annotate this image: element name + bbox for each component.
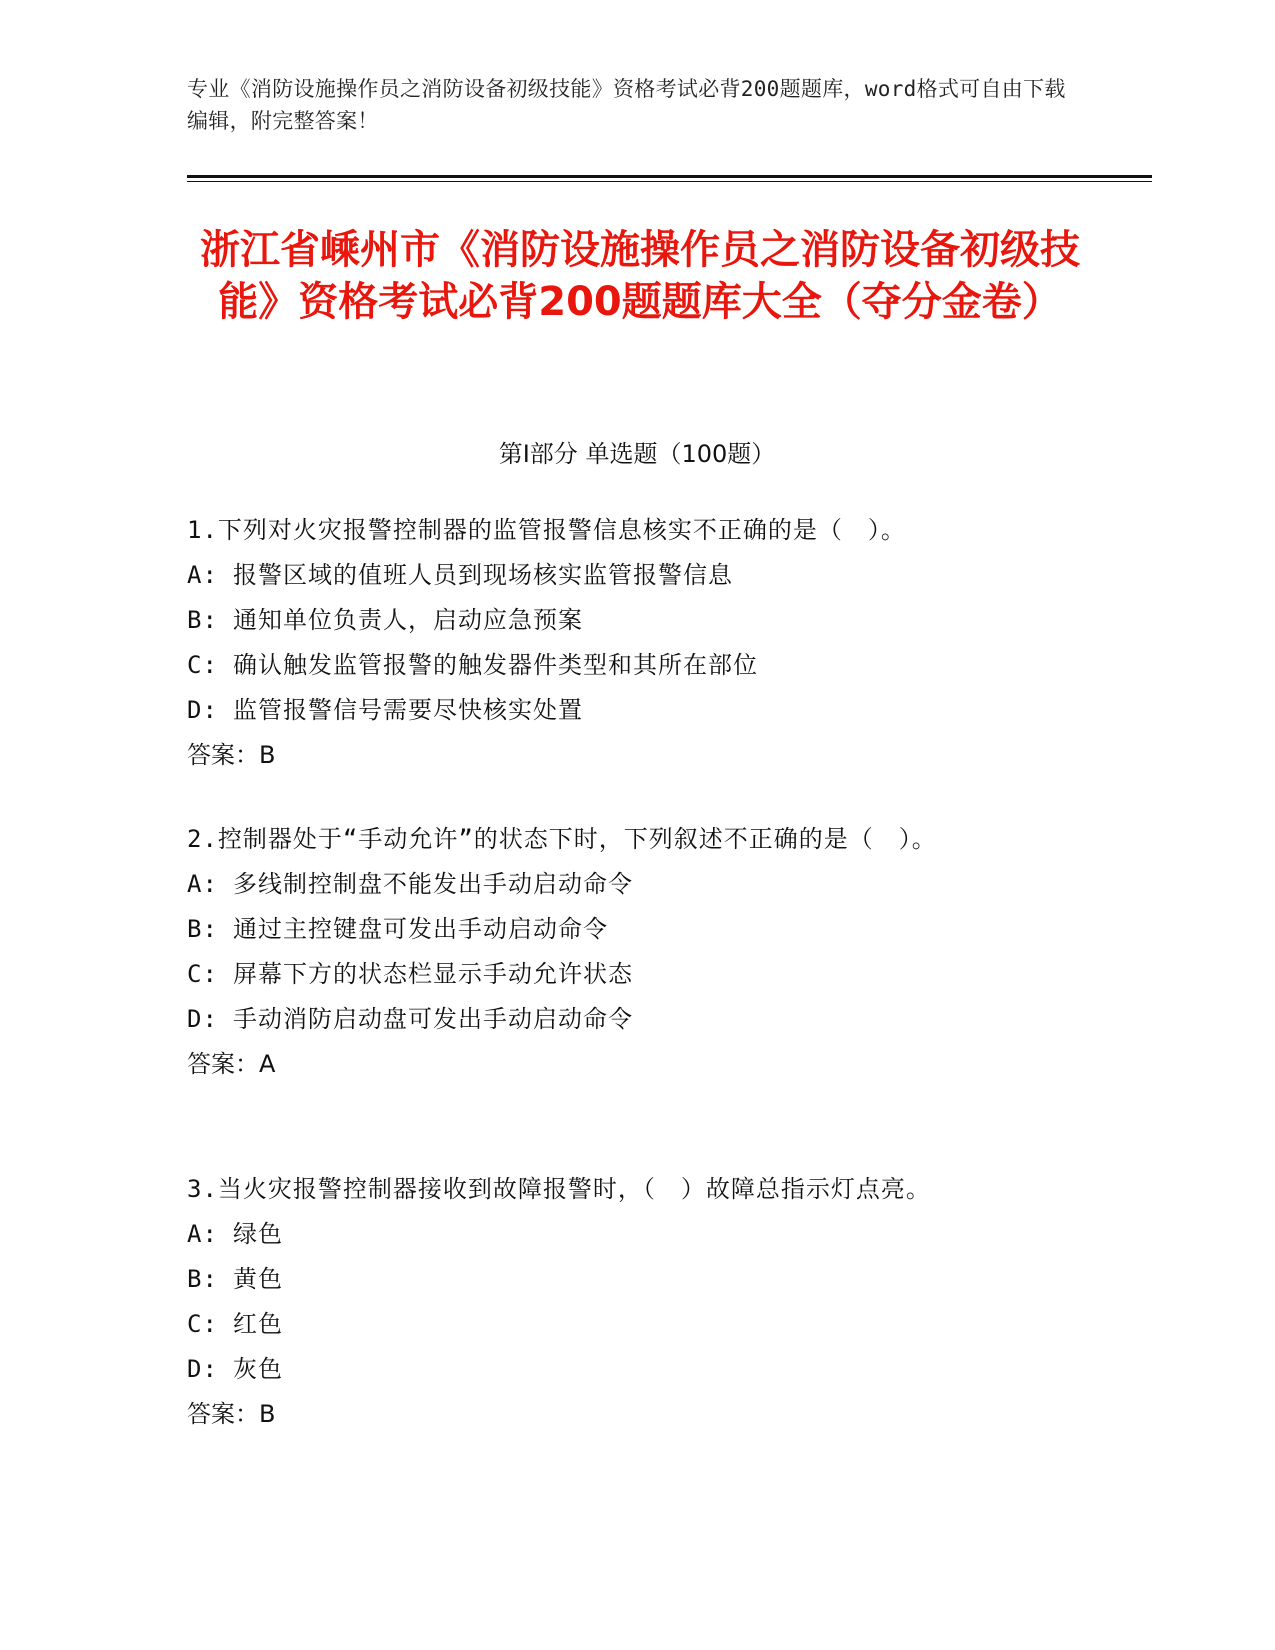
option-letter: D: — [187, 1005, 218, 1033]
option-text: 黄色 — [233, 1265, 283, 1293]
option-letter: C: — [187, 651, 218, 679]
option-letter: D: — [187, 1355, 218, 1383]
option-text: 红色 — [233, 1310, 283, 1338]
option-letter: A: — [187, 1220, 218, 1248]
option-d — [187, 997, 1087, 1042]
header-rule-thick — [187, 175, 1152, 178]
option-text: 多线制控制盘不能发出手动启动命令 — [233, 870, 633, 898]
option-text: 绿色 — [233, 1220, 283, 1248]
option-letter: B: — [187, 915, 218, 943]
option-text: 确认触发监管报警的触发器件类型和其所在部位 — [233, 651, 758, 679]
question-1 — [187, 508, 1087, 778]
header-rule-thin — [187, 181, 1152, 182]
option-letter: A: — [187, 561, 218, 589]
option-text: 通过主控键盘可发出手动启动命令 — [233, 915, 608, 943]
question-stem: 2.控制器处于“手动允许”的状态下时，下列叙述不正确的是（ ）。 — [187, 825, 937, 853]
question-stem: 1.下列对火灾报警控制器的监管报警信息核实不正确的是（ ）。 — [187, 516, 906, 544]
option-a — [187, 553, 1087, 598]
option-b — [187, 1257, 1087, 1302]
option-letter: A: — [187, 870, 218, 898]
option-d — [187, 688, 1087, 733]
option-text: 监管报警信号需要尽快核实处置 — [233, 696, 583, 724]
option-c — [187, 952, 1087, 997]
option-letter: C: — [187, 1310, 218, 1338]
option-letter: B: — [187, 606, 218, 634]
question-2 — [187, 817, 1087, 1087]
option-text: 屏幕下方的状态栏显示手动允许状态 — [233, 960, 633, 988]
option-a — [187, 862, 1087, 907]
question-stem: 3.当火灾报警控制器接收到故障报警时，（ ）故障总指示灯点亮。 — [187, 1175, 931, 1203]
header-note: 专业《消防设施操作员之消防设备初级技能》资格考试必背200题题库，word格式可自由下载编辑，附完整答案！ — [187, 77, 1066, 133]
option-c — [187, 1302, 1087, 1347]
option-b — [187, 907, 1087, 952]
option-letter: B: — [187, 1265, 218, 1293]
section-title: 第I部分 单选题（100题） — [498, 440, 776, 468]
option-d — [187, 1347, 1087, 1392]
option-b — [187, 598, 1087, 643]
option-c — [187, 643, 1087, 688]
answer: 答案：B — [187, 1400, 276, 1428]
answer: 答案：A — [187, 1050, 276, 1078]
option-text: 报警区域的值班人员到现场核实监管报警信息 — [233, 561, 733, 589]
option-text: 通知单位负责人，启动应急预案 — [233, 606, 583, 634]
document-title: 浙江省嵊州市《消防设施操作员之消防设备初级技能》资格考试必背200题题库大全（夺分金卷） — [200, 227, 1080, 325]
answer: 答案：B — [187, 741, 276, 769]
option-text: 手动消防启动盘可发出手动启动命令 — [233, 1005, 633, 1033]
option-text: 灰色 — [233, 1355, 283, 1383]
option-letter: D: — [187, 696, 218, 724]
option-letter: C: — [187, 960, 218, 988]
question-3 — [187, 1167, 1087, 1437]
option-a — [187, 1212, 1087, 1257]
